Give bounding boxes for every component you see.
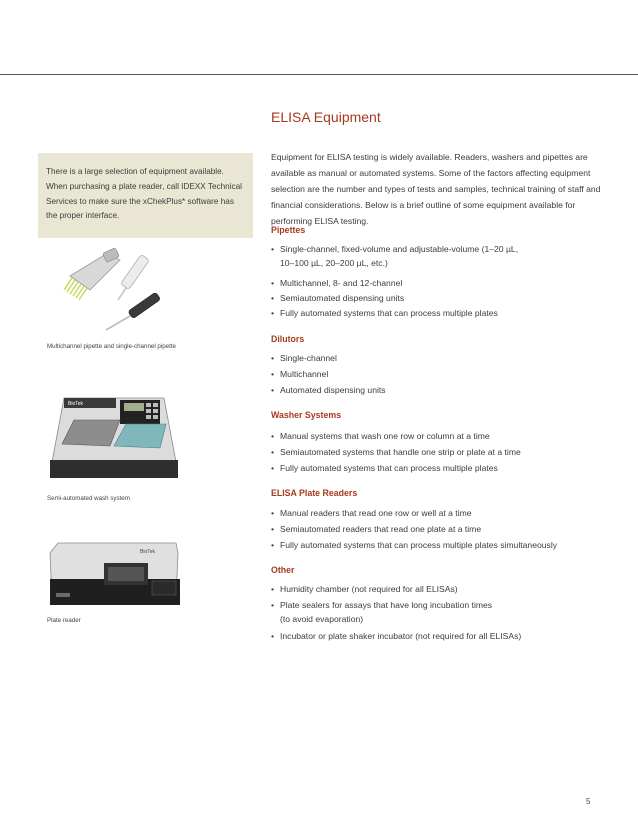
list-item: • Fully automated systems that can process multiple plates	[271, 308, 498, 318]
pipette-image	[60, 246, 172, 334]
list-item: • Single-channel	[271, 353, 337, 363]
list-item: • Fully automated systems that can process multiple plates	[271, 463, 498, 473]
washer-caption: Semi-automated wash system	[47, 495, 130, 502]
list-item: • Fully automated systems that can process multiple plates simultaneously	[271, 540, 558, 550]
washer-image	[44, 390, 184, 486]
pipette-caption: Multichannel pipette and single-channel pipette	[47, 343, 176, 350]
list-item: • Semiautomated dispensing units	[271, 293, 405, 303]
section-heading-pipettes: Pipettes	[271, 225, 306, 235]
sidebar-note	[38, 153, 253, 238]
list-item: • Incubator or plate shaker incubator (not required for all ELISAs)	[271, 631, 522, 641]
list-item: • Automated dispensing units	[271, 385, 386, 395]
section-heading-dilutors: Dilutors	[271, 334, 305, 344]
washer-brand: BioTek	[68, 401, 84, 407]
section-heading-washer-systems: Washer Systems	[271, 410, 342, 420]
list-item: • Semiautomated readers that read one plate at a time	[271, 524, 482, 534]
section-heading-plate-readers: ELISA Plate Readers	[271, 488, 358, 498]
list-item: • Single-channel, fixed-volume and adjustable-volume (1–20 µL, 10–100 µL, 20–200 µL, etc.)	[271, 244, 519, 268]
page-number: 5	[586, 797, 591, 806]
list-item: • Plate sealers for assays that have long incubation times (to avoid evaporation)	[271, 600, 493, 624]
list-item: • Multichannel	[271, 369, 329, 379]
reader-caption: Plate reader	[47, 617, 81, 624]
intro-paragraph: Equipment for ELISA testing is widely available. Readers, washers and pipettes are available as manual or automated systems. Some of the factors affecting equipment selection are the number and types of tests and samples, technical training of staff and financial considerations. Below is a brief outline of some equipment available for performing ELISA testing.	[271, 152, 601, 226]
list-item: • Multichannel, 8- and 12-channel	[271, 278, 403, 288]
top-rule	[0, 74, 638, 75]
list-item: • Manual readers that read one row or well at a time	[271, 508, 472, 518]
plate-reader-image	[44, 539, 184, 611]
list-item: • Humidity chamber (not required for all ELISAs)	[271, 584, 458, 594]
list-item: • Semiautomated systems that handle one strip or plate at a time	[271, 447, 521, 457]
section-heading-other: Other	[271, 565, 295, 575]
list-item: • Manual systems that wash one row or column at a time	[271, 431, 490, 441]
reader-brand: BioTek	[140, 549, 156, 555]
page-title: ELISA Equipment	[271, 109, 381, 125]
sidebar-note-text: There is a large selection of equipment available. When purchasing a plate reader, call IDEXX Technical Services to make sure the xChekPlus* software has the proper interface.	[46, 167, 243, 221]
